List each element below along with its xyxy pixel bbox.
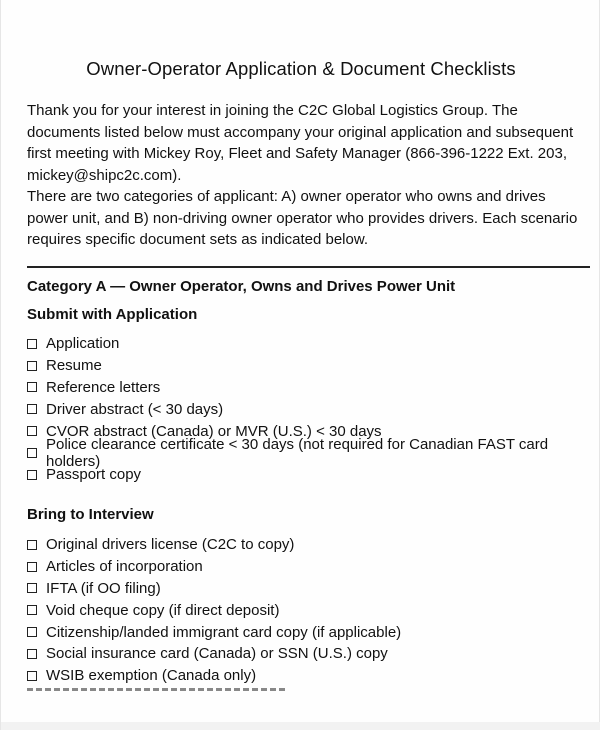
empty-checkbox-icon[interactable]	[27, 540, 37, 550]
submit-checklist	[27, 333, 599, 486]
checklist-item-label: Original drivers license (C2C to copy)	[46, 536, 295, 554]
checklist-item-label: Police clearance certificate < 30 days (not required for Canadian FAST card holders)	[46, 435, 549, 470]
checklist-item-label: Resume	[46, 357, 102, 375]
empty-checkbox-icon[interactable]	[27, 627, 37, 637]
empty-checkbox-icon[interactable]	[27, 404, 37, 414]
submit-with-application-heading: Submit with Application	[27, 306, 198, 323]
empty-checkbox-icon[interactable]	[27, 361, 37, 371]
empty-checkbox-icon[interactable]	[27, 382, 37, 392]
checklist-item-label: CVOR abstract (Canada) or MVR (U.S.) < 30 days	[46, 422, 382, 440]
intro-paragraph: Thank you for your interest in joining the C2C Global Logistics Group. The documents listed below must accompany your original application and subsequent first meeting with Mickey Roy, Fleet and Safety Manager (866-396-1222 Ext. 203, mickey@shipc2c.com).	[27, 102, 574, 184]
checklist-item-label: Driver abstract (< 30 days)	[46, 400, 224, 418]
checklist-item	[27, 578, 401, 600]
checklist-item	[27, 665, 401, 687]
checklist-item-label: Reference letters	[46, 378, 161, 396]
category-a-heading: Category A — Owner Operator, Owns and Drives Power Unit	[27, 278, 456, 295]
empty-checkbox-icon[interactable]	[27, 605, 37, 615]
checklist-item	[27, 556, 401, 578]
checklist-item	[27, 534, 401, 556]
checklist-item	[27, 435, 599, 470]
checklist-item-label: IFTA (if OO filing)	[46, 579, 161, 597]
checklist-item-label: Passport copy	[46, 466, 142, 484]
empty-checkbox-icon[interactable]	[27, 562, 37, 572]
empty-checkbox-icon[interactable]	[27, 426, 37, 436]
empty-checkbox-icon[interactable]	[27, 671, 37, 681]
checklist-item	[27, 643, 401, 665]
checklist-item-label: WSIB exemption (Canada only)	[46, 667, 257, 685]
checklist-item	[27, 398, 599, 420]
empty-checkbox-icon[interactable]	[27, 649, 37, 659]
checklist-item-label: Social insurance card (Canada) or SSN (U.S.) copy	[46, 645, 388, 663]
checklist-item	[27, 333, 599, 355]
checklist-item-label: Void cheque copy (if direct deposit)	[46, 601, 280, 619]
interview-checklist	[27, 534, 401, 687]
bring-to-interview-heading: Bring to Interview	[27, 506, 154, 523]
checklist-item-label: Articles of incorporation	[46, 558, 203, 576]
checklist-item	[27, 621, 401, 643]
section-divider	[27, 266, 590, 268]
categories-paragraph: There are two categories of applicant: A) owner operator who owns and drives power unit, and B) non-driving owner operator who provides drivers. Each scenario requires specific document sets as indicated below.	[27, 188, 578, 248]
page-bottom-edge	[1, 722, 600, 730]
empty-checkbox-icon[interactable]	[27, 470, 37, 480]
checklist-item	[27, 355, 599, 377]
checklist-item	[27, 599, 401, 621]
checklist-item	[27, 377, 599, 399]
document-title: Owner-Operator Application & Document Checklists	[86, 58, 516, 79]
checklist-item-label: Citizenship/landed immigrant card copy (if applicable)	[46, 623, 402, 641]
empty-checkbox-icon[interactable]	[27, 583, 37, 593]
cropped-text-line	[27, 688, 287, 691]
empty-checkbox-icon[interactable]	[27, 339, 37, 349]
empty-checkbox-icon[interactable]	[27, 448, 37, 458]
checklist-item-label: Application	[46, 335, 120, 353]
